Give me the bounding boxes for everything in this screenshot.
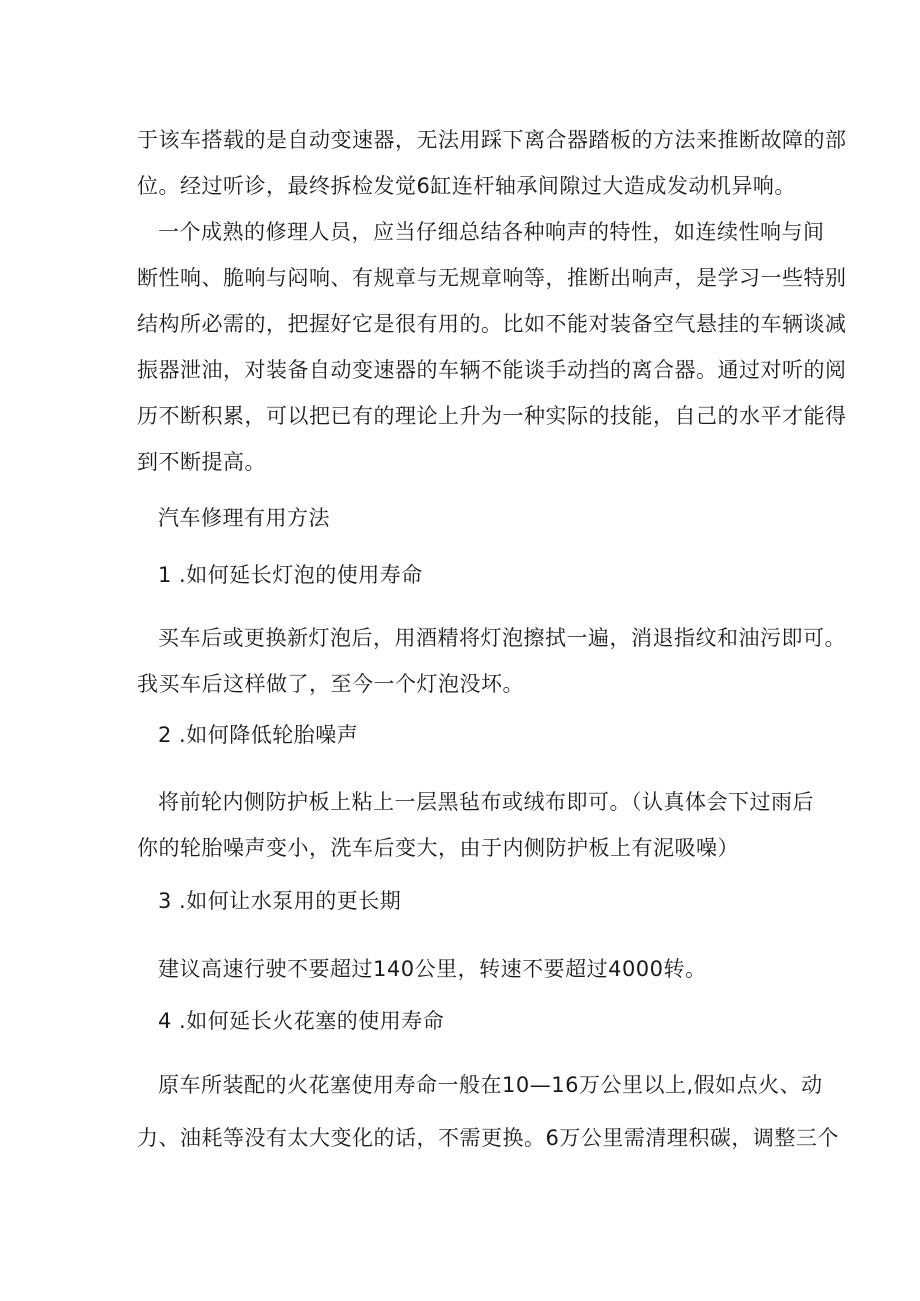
text-line-2: 位。经过听诊，最终拆检发觉6缸连杆轴承间隙过大造成发动机异响。 <box>137 174 796 198</box>
item-2-body-line-1: 将前轮内侧防护板上粘上一层黑毡布或绒布即可。（认真体会下过雨后 <box>158 790 814 814</box>
text-line-3: 一个成熟的修理人员，应当仔细总结各种响声的特性，如连续性响与间 <box>158 220 825 244</box>
text-line-7: 历不断积累，可以把已有的理论上升为一种实际的技能，自己的水平才能得 <box>137 404 847 428</box>
item-3-heading: 3 .如何让水泵用的更长期 <box>158 889 402 913</box>
item-2-body-line-2: 你的轮胎噪声变小，洗车后变大，由于内侧防护板上有泥吸噪） <box>137 836 739 860</box>
item-2-heading: 2 .如何降低轮胎噪声 <box>158 723 359 747</box>
text-line-6: 振器泄油，对装备自动变速器的车辆不能谈手动挡的离合器。通过对听的阅 <box>137 358 847 382</box>
text-line-5: 结构所必需的，把握好它是很有用的。比如不能对装备空气悬挂的车辆谈减 <box>137 312 847 336</box>
item-4-body-line-2: 力、油耗等没有太大变化的话，不需更换。6万公里需清理积碳，调整三个 <box>137 1126 839 1150</box>
item-3-body-line-1: 建议高速行驶不要超过140公里，转速不要超过4000转。 <box>158 957 707 981</box>
section-heading: 汽车修理有用方法 <box>158 506 330 530</box>
item-1-heading: 1 .如何延长灯泡的使用寿命 <box>158 563 423 587</box>
text-line-1: 于该车搭载的是自动变速器，无法用踩下离合器踏板的方法来推断故障的部 <box>137 128 847 152</box>
item-1-body-line-1: 买车后或更换新灯泡后，用酒精将灯泡擦拭一遍，消退指纹和油污即可。 <box>158 626 846 650</box>
item-4-body-line-1: 原车所装配的火花塞使用寿命一般在10—16万公里以上,假如点火、动 <box>158 1073 823 1097</box>
text-line-8: 到不断提高。 <box>137 450 266 474</box>
item-1-body-line-2: 我买车后这样做了，至今一个灯泡没坏。 <box>137 672 524 696</box>
item-4-heading: 4 .如何延长火花塞的使用寿命 <box>158 1009 445 1033</box>
text-line-4: 断性响、脆响与闷响、有规章与无规章响等，推断出响声，是学习一些特别 <box>137 266 847 290</box>
